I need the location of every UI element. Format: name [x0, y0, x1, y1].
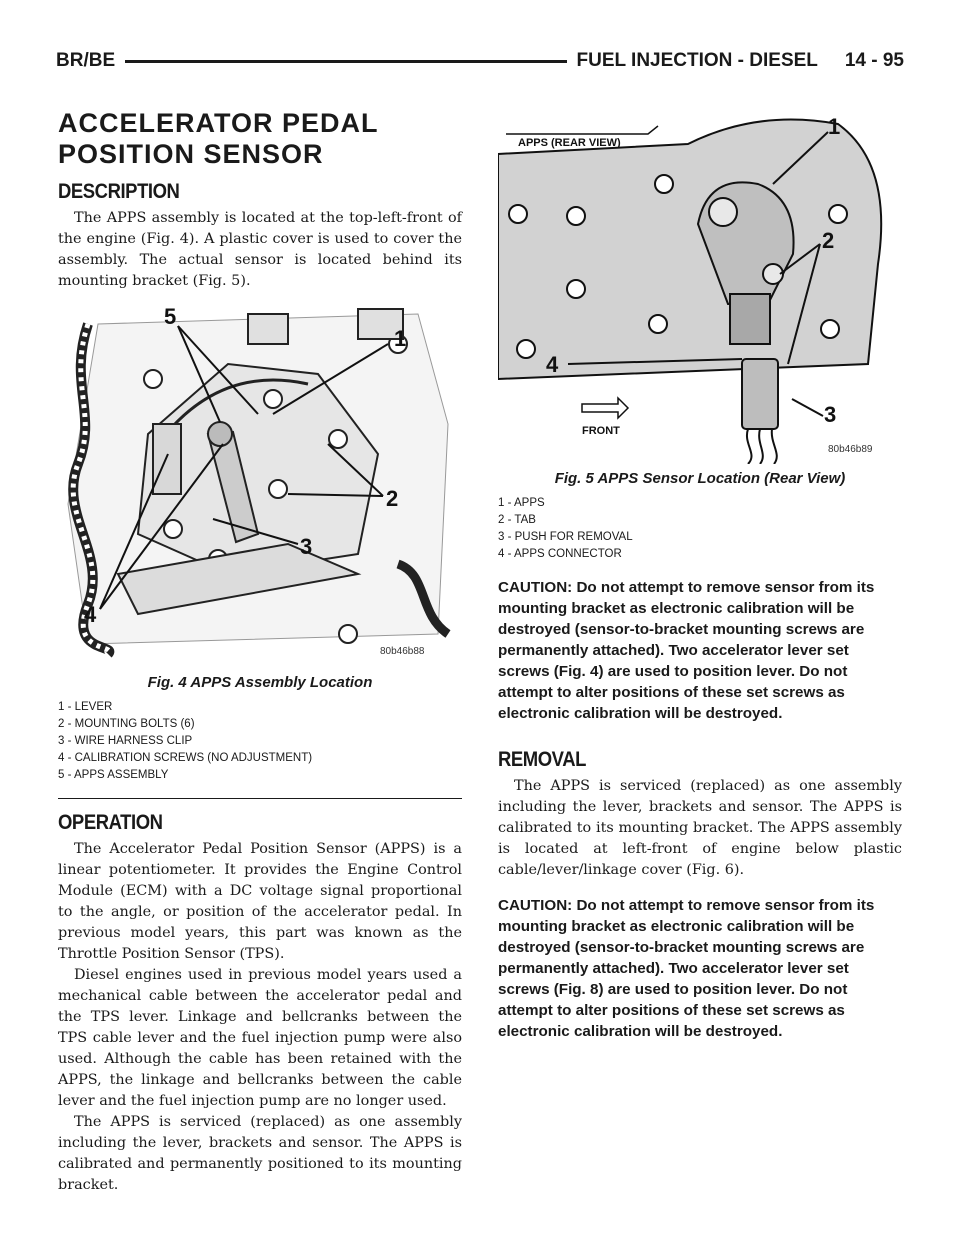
header-model: BR/BE — [56, 50, 116, 71]
fig5-callout-4: 4 — [546, 352, 559, 377]
fig5-view-label: APPS (REAR VIEW) — [518, 137, 621, 149]
fig4-callout-3: 3 — [300, 534, 313, 559]
fig4-legend-item: 1 - LEVER — [58, 701, 113, 713]
operation-heading: OPERATION — [58, 811, 163, 834]
fig4-callout-5: 5 — [164, 304, 177, 329]
caution-notice-1: CAUTION: Do not attempt to remove sensor from its mounting bracket as electronic calibration will be destroyed (sensor-to-bracket mounting screws are permanently attached). Two accelerator lever set screws (Fig. 4) are used to position lever. Do not attempt to alter positions of these set screws as electronic calibration will be destroyed. — [498, 579, 875, 722]
header-rule — [125, 60, 566, 63]
header-right — [577, 50, 905, 72]
page-header — [56, 46, 904, 76]
header-page-number: 14 - 95 — [844, 50, 904, 71]
fig4-legend-item: 5 - APPS ASSEMBLY — [58, 769, 169, 781]
operation-paragraph-2: Diesel engines used in previous model years used a mechanical cable between the accelerator pedal and the TPS lever. Linkage and bellcranks between the TPS cable lever and the fuel injection pump were also used. Although the cable has been retained with the APPS, the linkage and bellcranks between the cable lever and the fuel injection pump are no longer used. — [58, 967, 462, 1109]
right-column — [498, 104, 902, 1042]
fig4-legend-item: 2 - MOUNTING BOLTS (6) — [58, 718, 195, 730]
description-heading: DESCRIPTION — [58, 180, 180, 203]
fig4-title: Fig. 4 APPS Assembly Location — [147, 674, 373, 691]
fig5-legend-item: 3 - PUSH FOR REMOVAL — [498, 531, 633, 543]
operation-paragraph-1: The Accelerator Pedal Position Sensor (APPS) is a linear potentiometer. It provides the Engine Control Module (ECM) with a DC voltage signal proportional to the angle, or position of the accelerator pedal. In previous model years, this part was known as the Throttle Position Sensor (TPS). — [58, 841, 462, 962]
header-section: FUEL INJECTION - DIESEL — [576, 50, 818, 71]
fig5-code: 80b46b89 — [828, 444, 873, 455]
fig5-legend — [498, 495, 902, 563]
fig5-callout-2: 2 — [822, 228, 835, 253]
fig5-callout-3: 3 — [824, 402, 837, 427]
fig4-callout-2: 2 — [386, 486, 399, 511]
page-title-line-1: ACCELERATOR PEDAL — [58, 108, 379, 138]
fig5-front-label: FRONT — [582, 425, 620, 437]
fig4-legend-item: 4 - CALIBRATION SCREWS (NO ADJUSTMENT) — [58, 752, 313, 764]
removal-paragraph: The APPS is serviced (replaced) as one assembly including the lever, brackets and sensor. The APPS is calibrated to its mounting bracket. The APPS assembly is located at left-front of engine below plastic cable/lever/linkage cover (Fig. 6). — [498, 778, 902, 878]
section-divider — [58, 798, 462, 799]
fig5-illustration — [498, 104, 902, 464]
figure-4 — [58, 304, 462, 784]
removal-heading: REMOVAL — [498, 748, 586, 771]
fig4-legend — [58, 699, 462, 784]
operation-paragraph-3: The APPS is serviced (replaced) as one assembly including the lever, brackets and sensor. The APPS is calibrated and permanently positioned to its mounting bracket. — [58, 1114, 462, 1193]
fig4-callout-1: 1 — [394, 326, 407, 351]
fig5-legend-item: 1 - APPS — [498, 497, 545, 509]
fig4-legend-item: 3 - WIRE HARNESS CLIP — [58, 735, 193, 747]
left-column — [58, 108, 462, 1196]
figure-5 — [498, 104, 902, 563]
fig4-illustration — [58, 304, 462, 664]
fig5-legend-item: 2 - TAB — [498, 514, 536, 526]
fig5-callout-1: 1 — [828, 114, 841, 139]
page-title — [58, 108, 462, 170]
fig5-title: Fig. 5 APPS Sensor Location (Rear View) — [554, 470, 846, 487]
fig4-callout-4: 4 — [84, 602, 97, 627]
fig4-code: 80b46b88 — [380, 646, 425, 657]
caution-notice-2: CAUTION: Do not attempt to remove sensor from its mounting bracket as electronic calibration will be destroyed (sensor-to-bracket mounting screws are permanently attached). Two accelerator lever set screws (Fig. 8) are used to position lever. Do not attempt to alter positions of these set screws as electronic calibration will be destroyed. — [498, 897, 875, 1040]
page-title-line-2: POSITION SENSOR — [58, 139, 324, 169]
fig5-legend-item: 4 - APPS CONNECTOR — [498, 548, 622, 560]
description-paragraph: The APPS assembly is located at the top-left-front of the engine (Fig. 4). A plastic cover is used to cover the assembly. The actual sensor is located behind its mounting bracket (Fig. 5). — [58, 210, 462, 289]
